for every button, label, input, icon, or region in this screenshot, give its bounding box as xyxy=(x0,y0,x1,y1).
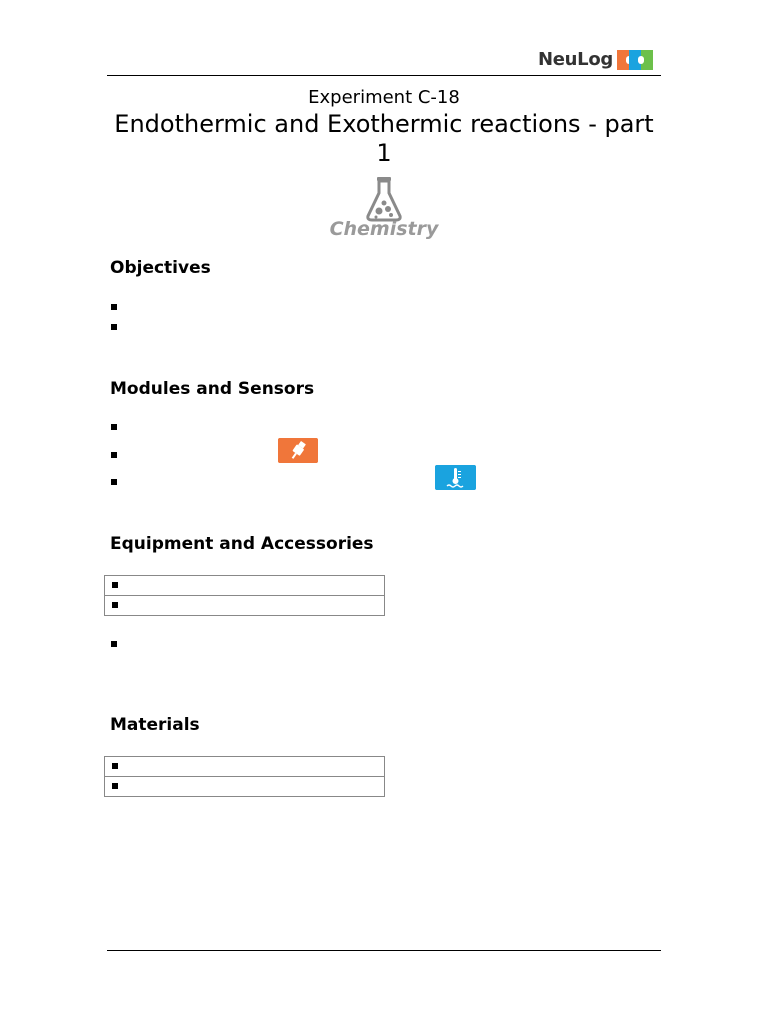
flask-icon xyxy=(364,176,404,222)
subject-label: Chemistry xyxy=(329,218,439,240)
materials-heading: Materials xyxy=(110,715,200,735)
modules-bullet xyxy=(111,452,117,458)
table-row xyxy=(105,576,384,595)
logo-text: NeuLog xyxy=(538,49,614,70)
table-row xyxy=(105,595,384,615)
modules-heading: Modules and Sensors xyxy=(110,379,315,399)
objectives-bullet xyxy=(111,324,117,330)
equipment-table xyxy=(104,575,385,616)
temperature-icon xyxy=(435,465,476,490)
usb-icon xyxy=(278,438,318,463)
equipment-bullet xyxy=(111,641,117,647)
experiment-number: Experiment C-18 xyxy=(308,87,460,108)
table-row xyxy=(105,776,384,796)
objectives-heading: Objectives xyxy=(110,258,211,278)
logo-mark-icon xyxy=(617,50,653,70)
modules-bullet xyxy=(111,479,117,485)
page-title: Endothermic and Exothermic reactions - part 1 xyxy=(114,110,654,167)
modules-bullet xyxy=(111,424,117,430)
footer-divider xyxy=(107,950,661,951)
objectives-bullet xyxy=(111,304,117,310)
equipment-heading: Equipment and Accessories xyxy=(110,534,374,554)
materials-table xyxy=(104,756,385,797)
neulog-logo xyxy=(538,49,653,70)
table-row xyxy=(105,757,384,776)
header-divider xyxy=(107,75,661,76)
